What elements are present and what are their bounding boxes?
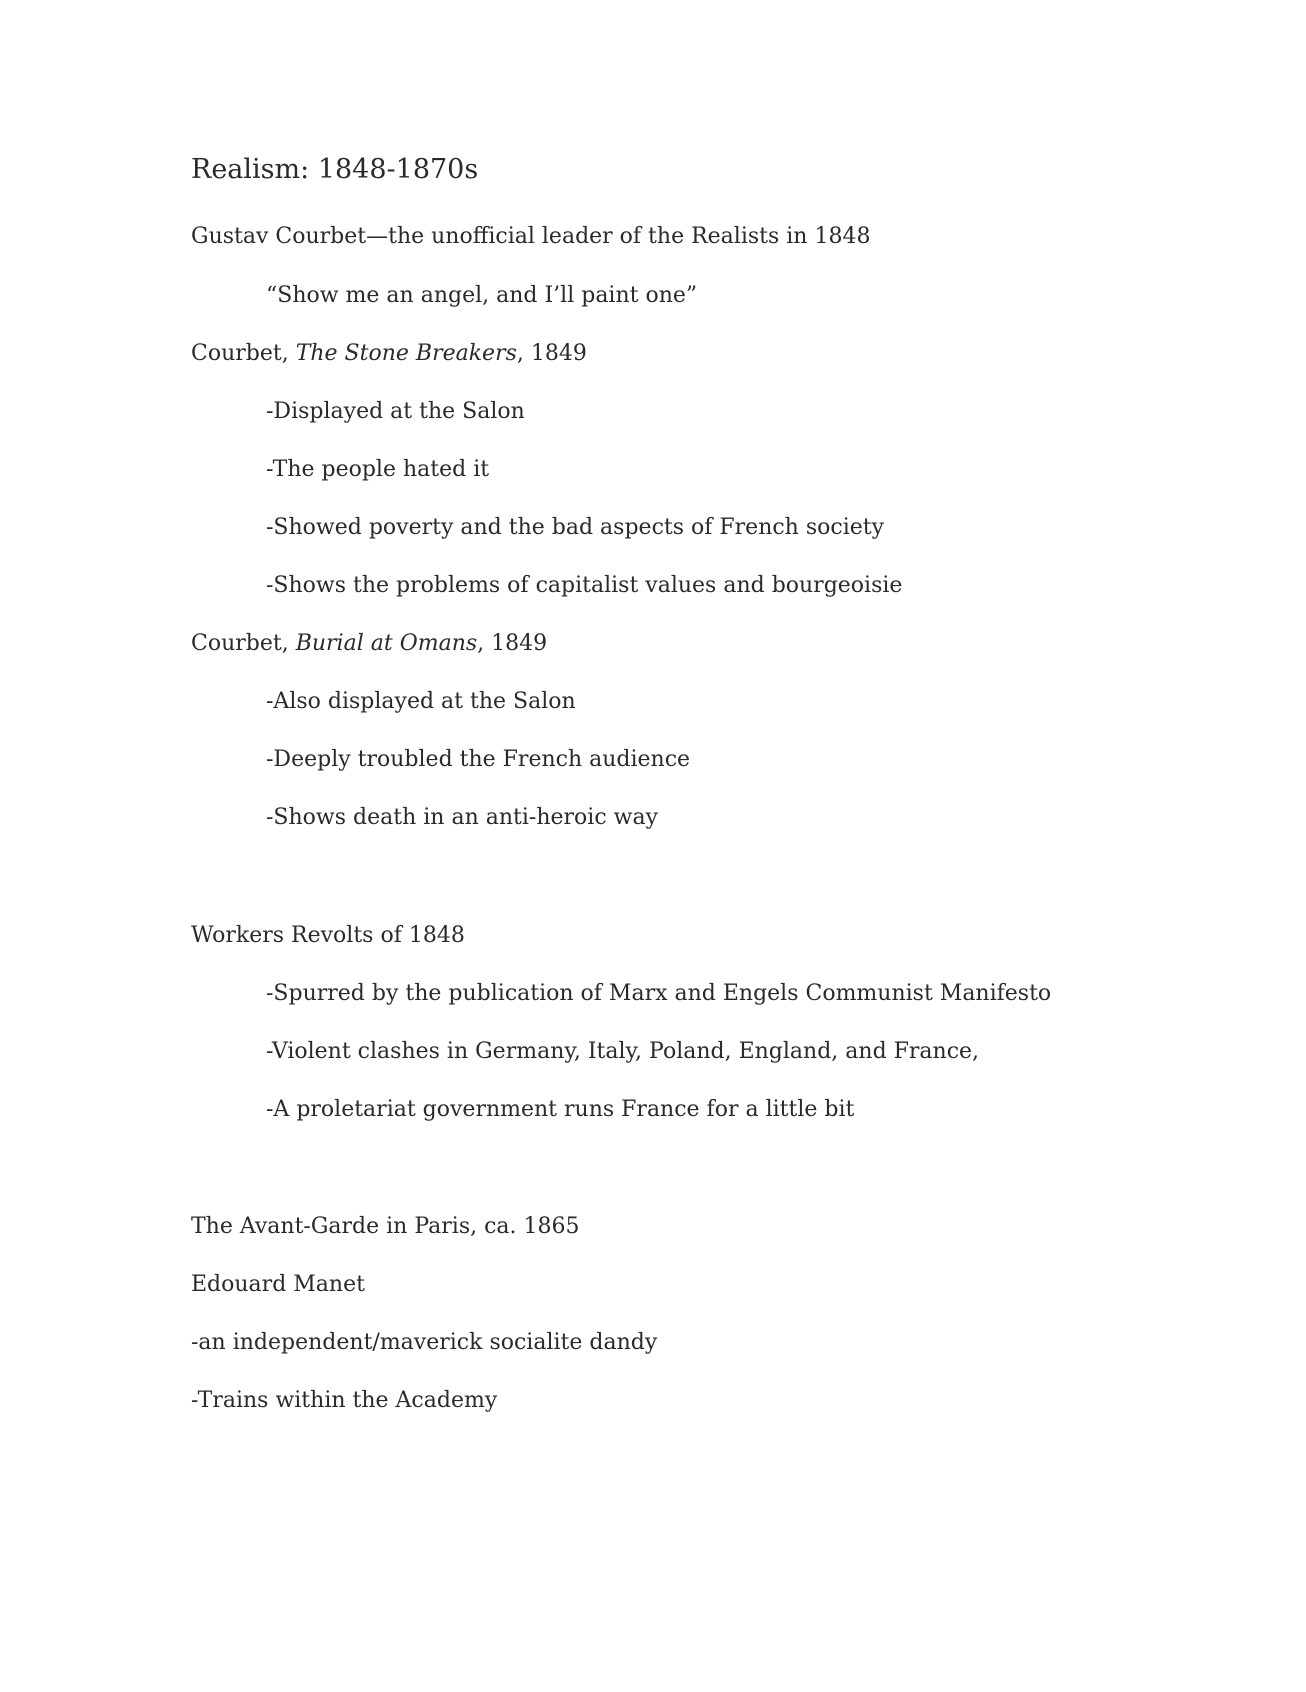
- stone-breakers-note: -Shows the problems of capitalist values and bourgeoisie: [266, 573, 903, 598]
- stone-breakers-note: -Displayed at the Salon: [266, 399, 525, 424]
- courbet-intro: Gustav Courbet—the unofficial leader of the Realists in 1848: [191, 224, 871, 249]
- burial-title: Burial at Omans: [295, 631, 478, 656]
- stone-breakers-note: -The people hated it: [266, 457, 490, 482]
- revolts-heading: Workers Revolts of 1848: [191, 923, 465, 948]
- stone-breakers-prefix: Courbet,: [191, 341, 296, 366]
- revolts-note: -A proletariat government runs France for a little bit: [266, 1097, 855, 1122]
- manet-note: -Trains within the Academy: [191, 1388, 498, 1413]
- revolts-note: -Violent clashes in Germany, Italy, Poland, England, and France,: [266, 1039, 980, 1064]
- manet-note: -an independent/maverick socialite dandy: [191, 1330, 658, 1355]
- burial-heading: [191, 630, 547, 658]
- burial-note: -Shows death in an anti-heroic way: [266, 805, 659, 830]
- stone-breakers-suffix: , 1849: [516, 341, 587, 366]
- avant-garde-heading: The Avant-Garde in Paris, ca. 1865: [191, 1214, 580, 1239]
- document-title: Realism: 1848-1870s: [191, 154, 479, 185]
- manet-heading: Edouard Manet: [191, 1272, 365, 1297]
- burial-suffix: , 1849: [477, 631, 548, 656]
- burial-note: -Deeply troubled the French audience: [266, 747, 691, 772]
- stone-breakers-heading: [191, 340, 587, 368]
- stone-breakers-note: -Showed poverty and the bad aspects of French society: [266, 515, 885, 540]
- revolts-note: -Spurred by the publication of Marx and Engels Communist Manifesto: [266, 981, 1052, 1006]
- burial-prefix: Courbet,: [191, 631, 296, 656]
- courbet-quote: “Show me an angel, and I’ll paint one”: [266, 283, 698, 308]
- stone-breakers-title: The Stone Breakers: [295, 341, 517, 366]
- burial-note: -Also displayed at the Salon: [266, 689, 576, 714]
